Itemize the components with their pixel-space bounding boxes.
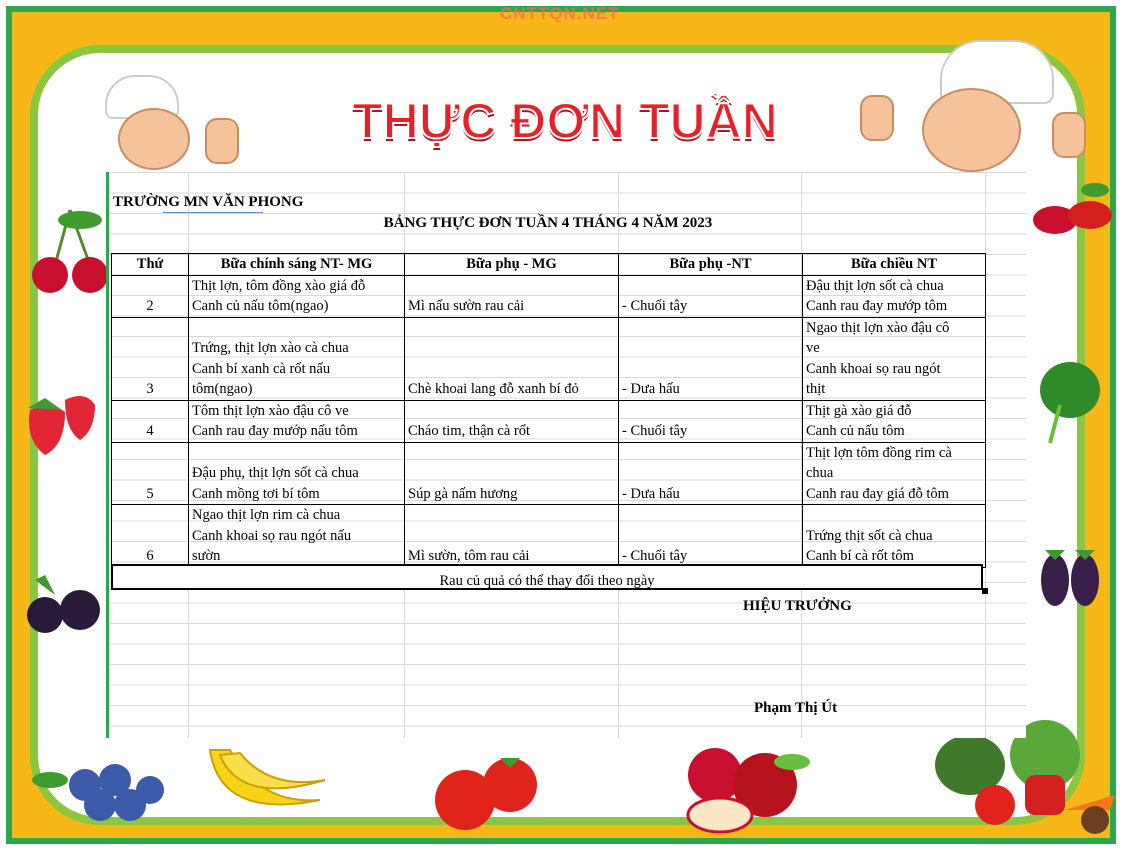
col-header-afternoon: Bữa chiều NT: [803, 254, 986, 276]
snack-mg-cell: Mì sườn, tôm rau cải: [405, 505, 619, 568]
day-cell: 6: [112, 505, 189, 568]
eggplant-icon: [1030, 540, 1110, 610]
afternoon-cell: Trứng thịt sốt cà chua Canh bí cà rốt tôm: [803, 505, 986, 568]
cherry-icon: [25, 205, 115, 295]
day-cell: 2: [112, 275, 189, 317]
main-meal-cell: Ngao thịt lợn rim cà chua Canh khoai sọ rau ngót nấu sườn: [189, 505, 405, 568]
snack-nt-cell: - Chuối tây: [619, 400, 803, 442]
col-header-day: Thứ: [112, 254, 189, 276]
snack-nt-cell: - Chuối tây: [619, 275, 803, 317]
table-row: [112, 400, 986, 442]
strawberry-icon: [20, 390, 100, 460]
snack-nt-cell: - Dưa hấu: [619, 442, 803, 505]
day-cell: 4: [112, 400, 189, 442]
blueberry-icon: [30, 745, 170, 830]
table-row: [112, 442, 986, 505]
page-title: THỰC ĐƠN TUẦN: [352, 93, 778, 149]
snack-nt-cell: - Dưa hấu: [619, 317, 803, 400]
snack-mg-cell: Cháo tim, thận cà rốt: [405, 400, 619, 442]
afternoon-cell: Đậu thịt lợn sốt cà chua Canh rau đay mướp tôm: [803, 275, 986, 317]
afternoon-cell: Ngao thịt lợn xào đậu cô ve Canh khoai sọ rau ngót thịt: [803, 317, 986, 400]
rosehip-icon: [1025, 180, 1115, 250]
table-row: [112, 275, 986, 317]
fill-handle[interactable]: [982, 588, 988, 594]
sheet-edge: [106, 172, 109, 738]
day-cell: 5: [112, 442, 189, 505]
snack-mg-cell: Súp gà nấm hương: [405, 442, 619, 505]
table-row: [112, 505, 986, 568]
table-row: [112, 317, 986, 400]
afternoon-cell: Thịt lợn tôm đồng rim cà chua Canh rau đay giá đỗ tôm: [803, 442, 986, 505]
apple-icon: [680, 740, 815, 835]
day-cell: 3: [112, 317, 189, 400]
main-meal-cell: Tôm thịt lợn xào đậu cô ve Canh rau đay mướp nấu tôm: [189, 400, 405, 442]
school-underline: [163, 212, 263, 213]
watermark: CNTTQN.NET: [500, 4, 620, 23]
school-name: TRƯỜNG MN VĂN PHONG: [113, 194, 304, 210]
main-meal-cell: Trứng, thịt lợn xào cà chua Canh bí xanh cà rốt nấu tôm(ngao): [189, 317, 405, 400]
main-meal-cell: Thịt lợn, tôm đồng xào giá đỗ Canh củ nấu tôm(ngao): [189, 275, 405, 317]
afternoon-cell: Thịt gà xào giá đỗ Canh củ nấu tôm: [803, 400, 986, 442]
note-cell[interactable]: Rau củ quả có thể thay đổi theo ngày: [111, 564, 983, 590]
spinach-icon: [1030, 355, 1115, 445]
principal-name: Phạm Thị Út: [754, 700, 838, 716]
blackberry-icon: [20, 575, 110, 645]
banana-icon: [200, 745, 330, 830]
menu-heading: BẢNG THỰC ĐƠN TUẦN 4 THÁNG 4 NĂM 2023: [383, 215, 713, 231]
col-header-main: Bữa chính sáng NT- MG: [189, 254, 405, 276]
snack-nt-cell: - Chuối tây: [619, 505, 803, 568]
menu-table: [111, 253, 986, 568]
snack-mg-cell: Chè khoai lang đỗ xanh bí đỏ: [405, 317, 619, 400]
table-header-row: [112, 254, 986, 276]
tomato-icon: [430, 740, 545, 835]
main-meal-cell: Đậu phụ, thịt lợn sốt cà chua Canh mồng tơi bí tôm: [189, 442, 405, 505]
col-header-snack-nt: Bữa phụ -NT: [619, 254, 803, 276]
principal-title: HIỆU TRƯỞNG: [743, 598, 852, 614]
snack-mg-cell: Mì nấu sườn rau cải: [405, 275, 619, 317]
col-header-snack-mg: Bữa phụ - MG: [405, 254, 619, 276]
